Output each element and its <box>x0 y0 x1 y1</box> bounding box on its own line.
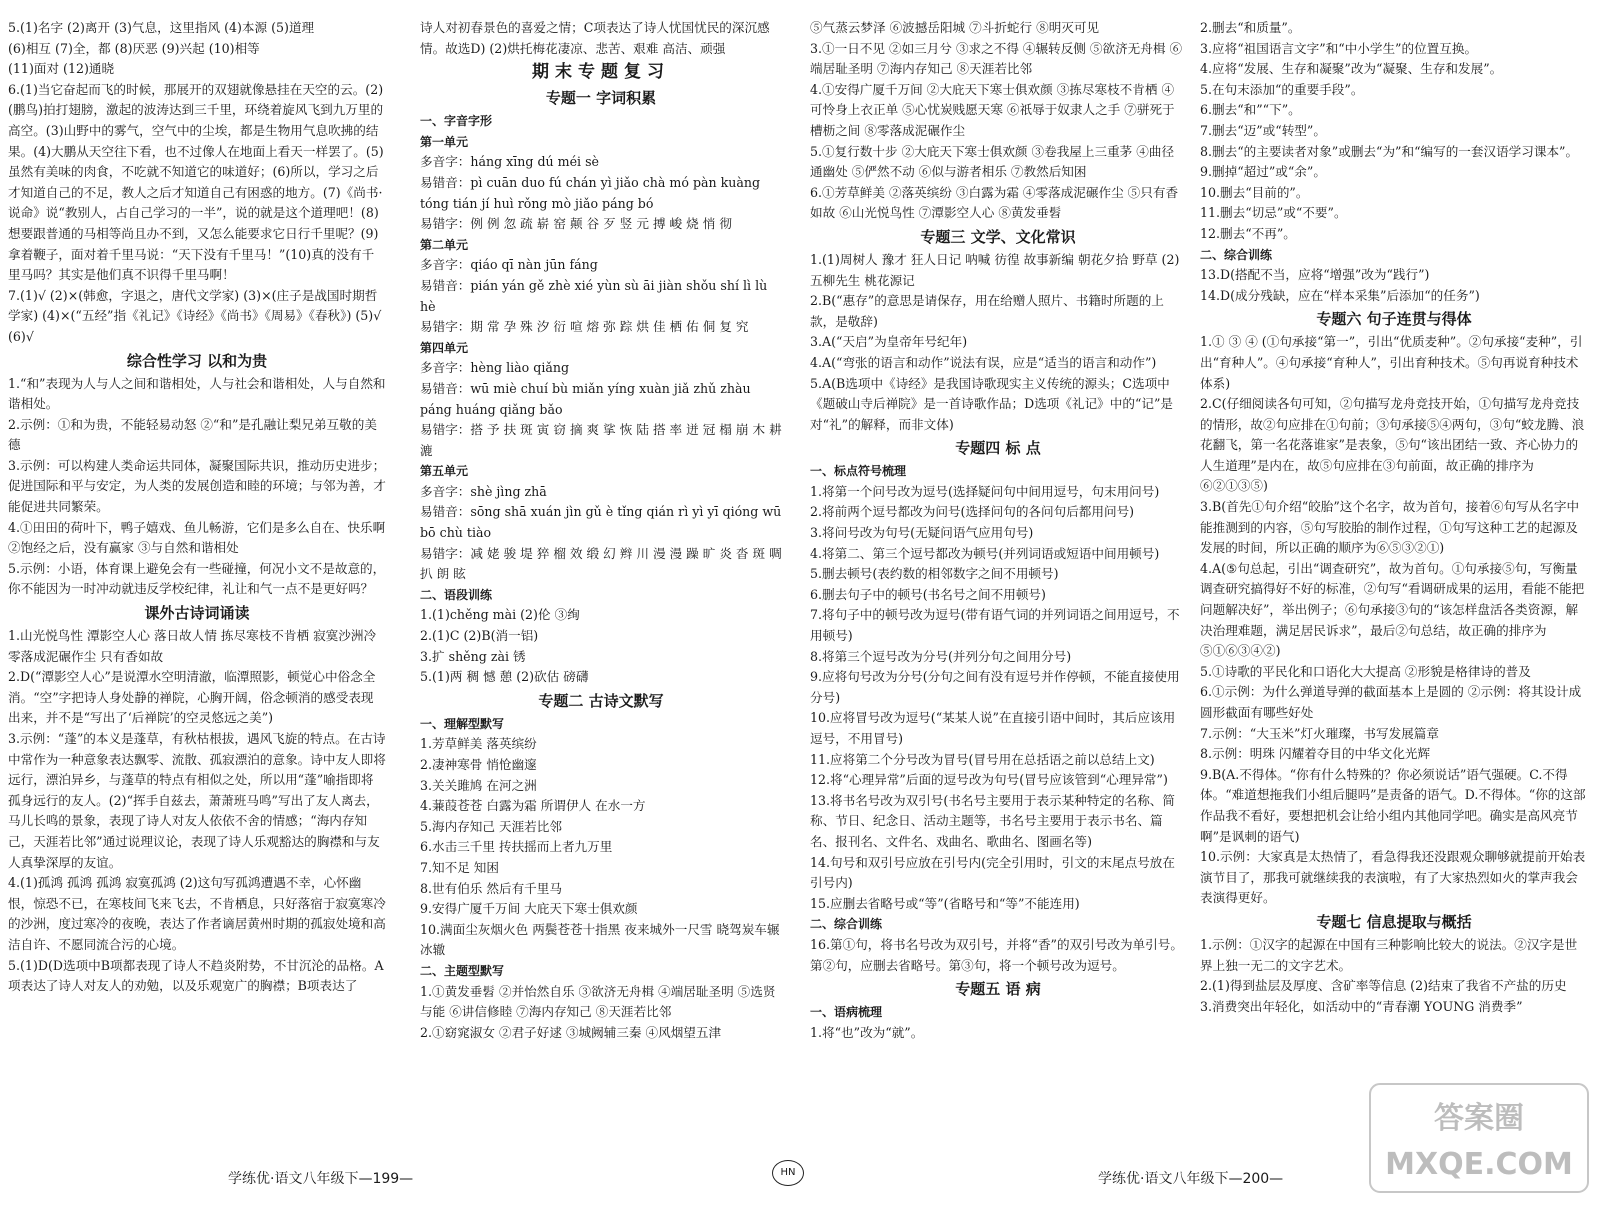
answer-item: 7.删去“迈”或“转型”。 <box>1200 122 1326 138</box>
sub-heading: 一、标点符号梳理 <box>810 464 907 479</box>
page-footer-right: 学练优·语文八年级下—200— <box>1098 1171 1284 1187</box>
answer-item: 3.扩 shěng zài 锈 <box>420 648 526 664</box>
sub-heading: 第四单元 <box>420 340 469 355</box>
answer-column-3 <box>810 18 1186 1043</box>
answer-item: ⑤气蒸云梦泽 ⑥波撼岳阳城 ⑦斗折蛇行 ⑧明灭可见 <box>810 20 1100 35</box>
answer-item: 1.芳草鲜美 落英缤纷 <box>420 736 537 752</box>
sub-heading: 一、理解型默写 <box>420 716 505 731</box>
answer-item: 10.示例：大家真是太热情了，看急得我还没跟观众聊够就提前开始表演节目了，那我可就继续我的表演啦，有了大家热烈如火的掌声我会表演得更好。 <box>1200 849 1586 906</box>
answer-item: 4.①田田的荷叶下，鸭子嬉戏、鱼儿畅游，它们是多么自在、快乐啊 ②饱经之后，没有赢家 ③与自然和谐相处 <box>8 519 386 556</box>
answer-item: 易错音：wū miè chuí bù miǎn yíng xuàn jiǎ zhǔ zhàu páng huáng qiǎng bǎo <box>420 380 751 417</box>
answer-item: 9.应将句号改为分号(分句之间有没有逗号并作停顿，不能直接使用分号) <box>810 669 1180 705</box>
answer-item: 12.将“心理异常”后面的逗号改为句号(冒号应该管到“心理异常”) <box>810 772 1168 788</box>
answer-item: 14.D(成分残缺，应在“样本采集”后添加“的任务”) <box>1200 287 1480 303</box>
answer-item: 7.示例：“大玉米”灯火璀璨，书写发展篇章 <box>1200 725 1439 741</box>
answer-item: 多音字：shè jìng zhā <box>420 483 547 499</box>
answer-item: 1.示例：①汉字的起源在中国有三种影响比较大的说法。②汉字是世界上独一无二的文字艺术。 <box>1200 936 1578 973</box>
answer-item: 2.示例：①和为贵，不能轻易动怒 ②“和”是孔融让梨兄弟互敬的美德 <box>8 416 377 453</box>
answer-item: 5.(1)名字 (2)离开 (3)气息，这里指风 (4)本源 (5)道理 <box>8 20 315 35</box>
answer-item: 5.(1)D(D选项中B项都表现了诗人不趋炎附势，不甘沉沦的品格。A项表达了诗人对友人的劝勉，以及乐观宽广的胸襟；B项表达了 <box>8 957 384 994</box>
answer-item: 2.①窈窕淑女 ②君子好逑 ③城阙辅三秦 ④风烟望五津 <box>420 1024 722 1040</box>
answer-item: 1.将第一个问号改为逗号(选择疑问句中间用逗号，句末用问号) <box>810 483 1160 499</box>
answer-item: 2.(1)C (2)B(消一铝) <box>420 628 539 644</box>
answer-item: 5.①复行数十步 ②大庇天下寒士俱欢颜 ③卷我屋上三重茅 ④曲径通幽处 ⑤俨然不动 ⑥似与游者相乐 ⑦教然后知困 <box>810 143 1175 180</box>
answer-item: 4.A(⑤句总起，引出“调查研究”，故为首句。①句承接⑤句，写衡量调查研究搞得好不好的标准，②句写“看调研成果的运用，看能不能把问题解决好”，举出例子；⑥句承接③句的“该怎样盘活各类资源，解决治理难题，满足居民诉求”，最后②句总结，故正确的排序为⑤①⑥③④②) <box>1200 560 1585 659</box>
answer-item: 5.A(B选项中《诗经》是我国诗歌现实主义传统的源头；C选项中《题破山寺后禅院》是一首诗歌作品；D选项《礼记》中的“记”是对“礼”的解释，而非文体) <box>810 375 1174 432</box>
sub-heading: 一、语病梳理 <box>810 1005 883 1020</box>
answer-item: 4.A(“弯张的语言和动作”说法有误，应是“适当的语言和动作”) <box>810 354 1157 370</box>
section-heading: 专题一 字词积累 <box>545 89 657 108</box>
main-heading: 期末专题复习 <box>532 62 670 83</box>
answer-item: 12.删去“不再”。 <box>1200 225 1296 241</box>
section-heading: 课外古诗词诵读 <box>144 604 250 623</box>
answer-item: 3.将问号改为句号(无疑问语气应用句号) <box>810 525 1034 541</box>
answer-item: 2.将前两个逗号都改为问号(选择问句的各问句后都用问号) <box>810 504 1135 520</box>
answer-item: 6.①示例：为什么弹道导弹的截面基本上是圆的 ②示例：将其设计成圆形截面有哪些好处 <box>1200 684 1582 720</box>
answer-item: 6.(1)当它奋起而飞的时候，那展开的双翅就像悬挂在天空的云。(2)(鹏鸟)拍打翅膀，激起的波涛达到三千里，环绕着旋风飞到九万里的高空。(3)山野中的雾气，空气中的尘埃，都是生物用气息吹拂的结果。(4)大鹏从天空往下看，也不过像人在地面上看天一样罢了。(5)虽然有美味的肉食，不吃就不知道它的味道好；(6)所以，学习之后才知道自己的不足，教人之后才知道自己有困惑的地方。(7)《尚书·说命》说“教别人，占自己学习的一半”，说的就是这个道理吧！(8)想要跟普通的马相等尚且办不到，又怎么能要求它日行千里呢？(9)拿着鞭子，面对着千里马说：“天下没有千里马！”(10)真的没有千里马吗？其实是他们真不识得千里马啊！ <box>8 81 384 283</box>
answer-item: (11)面对 (12)通晓 <box>8 61 115 77</box>
answer-item: 15.应删去省略号或“等”(省略号和“等”不能连用) <box>810 895 1080 911</box>
answer-item: 6.①芳草鲜美 ②落英缤纷 ③白露为霜 ④零落成泥碾作尘 ⑤只有香如故 ⑥山光悦鸟性 ⑦潭影空人心 ⑧黄发垂髫 <box>810 184 1179 221</box>
sub-heading: 二、综合训练 <box>1200 247 1273 262</box>
answer-item: 1.山光悦鸟性 潭影空人心 落日故人情 拣尽寒枝不肯栖 寂寞沙洲冷 零落成泥碾作尘 只有香如故 <box>8 628 377 664</box>
answer-item: 8.删去“的主要读者对象”或删去“为”和“编写的一套汉语学习课本”。 <box>1200 143 1579 159</box>
answer-item: 11.删去“切忌”或“不要”。 <box>1200 205 1347 221</box>
publisher-logo: HN <box>772 1160 804 1186</box>
answer-item: (6)相互 (7)全，都 (8)厌恶 (9)兴起 (10)相等 <box>8 40 260 56</box>
answer-item: 3.示例：“蓬”的本义是蓬草，有秋枯根拔，遇风飞旋的特点。在古诗中常作为一种意象表达飘零、流散、孤寂漂泊的意象。诗中友人即将远行，漂泊异乡，与蓬草的特点有相似之处，所以用“蓬”喻指即将孤身远行的友人。(2)“挥手自兹去，萧萧班马鸣”写出了友人离去，马儿长鸣的景象，表现了诗人对友人依依不舍的情感；“海内存知己，天涯若比邻”通过说理议论，表现了诗人乐观豁达的胸襟和与友人真挚深厚的友谊。 <box>8 731 386 870</box>
answer-item: 6.水击三千里 抟扶摇而上者九万里 <box>420 839 613 855</box>
answer-item: 8.将第三个逗号改为分号(并列分句之间用分号) <box>810 648 1072 664</box>
answer-item: 4.应将“发展、生存和凝聚”改为“凝聚、生存和发展”。 <box>1200 61 1503 77</box>
sub-heading: 二、主题型默写 <box>420 963 505 978</box>
section-heading: 专题三 文学、文化常识 <box>920 227 1076 246</box>
answer-column-1 <box>8 18 386 997</box>
answer-item: 10.应将冒号改为逗号(“某某人说”在直接引语中间时，其后应该用逗号，不用冒号) <box>810 710 1176 746</box>
section-heading: 专题六 句子连贯与得体 <box>1316 310 1472 329</box>
answer-item: 2.C(仔细阅读各句可知，②句描写龙舟竞技开始，①句描写龙舟竞技的情形，故②句应排在①句前；③句承接⑤④两句，③句“蛟龙腾、浪花翻飞，第一名花落谁家”是表象，⑤句“该出团结一致、齐心协力的人生道理”是内在，故⑤句应排在③句前面，故正确的排序为⑥②①③⑤) <box>1200 396 1585 494</box>
answer-item: 易错字：搭 予 扶 斑 寅 窃 摘 爽 挲 恢 陆 搭 率 迸 冠 榻 崩 木 耕 漉 <box>420 422 782 458</box>
answer-item: 1.(1)chěng mài (2)伦 ③绚 <box>420 607 580 623</box>
sub-heading: 第一单元 <box>420 134 469 149</box>
section-heading: 专题四 标 点 <box>955 439 1041 458</box>
answer-item: 7.知不足 知困 <box>420 859 499 875</box>
section-heading: 专题七 信息提取与概括 <box>1316 912 1472 931</box>
answer-item: 6.删去“和”“下”。 <box>1200 102 1301 118</box>
answer-item: 9.B(A.不得体。“你有什么特殊的？你必须说话”语气强硬。C.不得体。“难道想拖我们小组后腿吗”是责备的语气。D.不得体。“你的这部作品我不看好，要想把机会让给小组内其他同学吧。确实是高风亮节啊”是讽刺的语气) <box>1200 766 1586 844</box>
answer-item: 2.(1)得到盐层及厚度、含矿率等信息 (2)结束了我省不产盐的历史 <box>1200 978 1567 994</box>
answer-item: 易错音：pián yán gě zhè xié yùn sù āi jiàn shǒu shí lì lù hè <box>420 277 768 314</box>
page-footer-left: 学练优·语文八年级下—199— <box>228 1171 414 1187</box>
answer-item: 10.满面尘灰烟火色 两鬓苍苍十指黑 夜来城外一尺雪 晓驾炭车辗冰辙 <box>420 921 780 958</box>
answer-item: 1.(1)周树人 豫才 狂人日记 呐喊 彷徨 故事新编 朝花夕拾 野草 (2)五柳先生 桃花源记 <box>810 251 1180 288</box>
sub-heading: 第五单元 <box>420 464 469 479</box>
answer-item: 11.应将第二个分号改为冒号(冒号用在总括语之前以总结上文) <box>810 751 1155 767</box>
answer-item: 4.蒹葭苍苍 白露为霜 所谓伊人 在水一方 <box>420 798 646 814</box>
answer-item: 5.①诗歌的平民化和口语化大大提高 ②形貌是格律诗的普及 <box>1200 663 1531 679</box>
answer-item: 1.将“也”改为“就”。 <box>810 1024 924 1040</box>
answer-item: 5.在句末添加“的重要手段”。 <box>1200 81 1364 97</box>
answer-item: 3.消费突出年轻化，如活动中的“青春潮 YOUNG 消费季” <box>1200 998 1523 1014</box>
answer-item: 4.①安得广厦千万间 ②大庇天下寒士俱欢颜 ③拣尽寒枝不肯栖 ④可怜身上衣正单 ⑤心忧炭贱愿天寒 ⑥祇辱于奴隶人之手 ⑦骈死于槽枥之间 ⑧零落成泥碾作尘 <box>810 81 1175 138</box>
answer-item: 3.应将“祖国语言文字”和“中小学生”的位置互换。 <box>1200 40 1478 56</box>
answer-item: 易错字：例 例 忽 疏 崭 窑 颠 谷 歹 竖 元 搏 峻 烧 悄 彻 <box>420 216 732 232</box>
answer-column-4 <box>1200 18 1588 1017</box>
sub-heading: 二、语段训练 <box>420 587 493 602</box>
answer-item: 易错字：期 常 孕 殊 汐 衍 喧 熔 弥 踪 烘 佳 栖 佑 侗 复 究 <box>420 319 749 335</box>
answer-item: 1.①黄发垂髫 ②并怡然自乐 ③欲济无舟楫 ④端居耻圣明 ⑤选贤与能 ⑥讲信修睦 ⑦海内存知己 ⑧天涯若比邻 <box>420 983 776 1020</box>
answer-item: 3.关关雎鸠 在河之洲 <box>420 777 537 793</box>
section-heading: 专题二 古诗文默写 <box>538 691 664 710</box>
answer-column-2 <box>420 18 782 1043</box>
answer-item: 8.世有伯乐 然后有千里马 <box>420 880 562 896</box>
watermark-line-1: 答案圈 <box>1434 1101 1524 1136</box>
answer-item: 6.删去句子中的顿号(书名号之间不用顿号) <box>810 586 1046 602</box>
answer-item: 多音字：qiáo qī nàn jūn fáng <box>420 257 598 273</box>
answer-item: 3.A(“天启”为皇帝年号纪年) <box>810 334 968 350</box>
answer-item: 3.①一日不见 ②如三月兮 ③求之不得 ④辗转反侧 ⑤欲济无舟楫 ⑥端居耻圣明 ⑦海内存知己 ⑧天涯若比邻 <box>810 40 1183 77</box>
answer-item: 易错音：sōng shā xuán jìn gǔ è tǐng qián rì yì yī qióng wū bō chù tiào <box>420 504 782 541</box>
answer-item: 3.示例：可以构建人类命运共同体，凝聚国际共识，推动历史进步；促进国际和平与安定，为人类的发展创造和睦的环境；与邻为善，才能促进共同繁荣。 <box>8 457 386 515</box>
answer-item: 5.(1)两 稠 憾 憩 (2)砍估 磅礴 <box>420 669 589 685</box>
answer-item: 2.B(“惠存”的意思是请保存，用在给赠人照片、书籍时所题的上款，是敬辞) <box>810 293 1164 329</box>
answer-item: 16.第①句，将书名号改为双引号，并将“香”的双引号改为单引号。第②句，应删去省略号。第③句，将一个顿号改为逗号。 <box>810 936 1183 973</box>
section-heading: 专题五 语 病 <box>955 980 1041 999</box>
answer-item: 13.将书名号改为双引号(书名号主要用于表示某种特定的名称、简称、节日、纪念日、活动主题等，书名号主要用于表示书名、篇名、报刊名、文件名、戏曲名、歌曲名、图画名等) <box>810 792 1175 849</box>
answer-item: 2.删去“和质量”。 <box>1200 20 1301 35</box>
answer-item: 13.D(搭配不当，应将“增强”改为“践行”) <box>1200 267 1430 283</box>
answer-item: 5.示例：小语，体育课上避免会有一些碰撞，何况小文不是故意的，你不能因为一时冲动就违反学校纪律，礼让和气一点不是更好吗？ <box>8 560 386 597</box>
answer-item: 3.B(首先①句介绍“皎胎”这个名字，故为首句，接着⑥句写从名字中能推测到的内容，⑤句写胶胎的制作过程，①句写这种工艺的起源及发展的时间，所以正确的顺序为⑥⑤③②①) <box>1200 499 1580 556</box>
answer-item: 10.删去“目前的”。 <box>1200 184 1309 200</box>
answer-item: 5.海内存知己 天涯若比邻 <box>420 818 562 834</box>
answer-item: 7.将句子中的顿号改为逗号(带有语气词的并列词语之间用逗号，不用顿号) <box>810 607 1180 644</box>
sub-heading: 第二单元 <box>420 237 469 252</box>
answer-item: 8.示例：明珠 闪耀着夺目的中华文化光辉 <box>1200 746 1431 762</box>
answer-item: 多音字：hèng liào qiǎng <box>420 360 570 376</box>
answer-item: 诗人对初春景色的喜爱之情；C项表达了诗人忧国忧民的深沉感情。故选D) (2)烘托梅花凄凉、悲苦、艰难 高洁、顽强 <box>420 20 770 56</box>
watermark <box>1368 1082 1590 1194</box>
answer-item: 易错音：pì cuān duo fú chán yì jiǎo chà mó pàn kuàng tóng tián jí huì rǒng mò jiǎo páng bó <box>420 174 761 211</box>
answer-item: 4.(1)孤鸿 孤鸿 孤鸿 寂寞孤鸿 (2)这句写孤鸿遭遇不幸，心怀幽恨，惊恐不已，在寒枝间飞来飞去，不肯栖息，只好落宿于寂寞寒冷的沙洲，度过寒冷的夜晚，表达了作者谪居黄州时期的孤寂处境和高洁自许、不愿同流合污的心境。 <box>8 875 386 952</box>
answer-item: 多音字：háng xīng dú méi sè <box>420 154 599 170</box>
answer-item: 1.① ③ ④ (①句承接“第一”，引出“优质麦种”。②句承接“麦种”，引出“育种人”。④句承接“育种人”，引出育种技术。⑤句再说育种技术体系) <box>1200 334 1583 391</box>
answer-item: 2.D(“潭影空人心”是说潭水空明清澈，临潭照影，顿觉心中俗念全消。“空”字把诗人身处静的禅院，心胸开阔，俗念顿消的感受表现出来，并不是“写出了‘后禅院’的空灵悠远之美”) <box>8 669 376 726</box>
answer-item: 1.“和”表现为人与人之间和谐相处，人与社会和谐相处，人与自然和谐相处。 <box>8 375 386 412</box>
sub-heading: 二、综合训练 <box>810 917 883 932</box>
answer-item: 5.删去顿号(表约数的相邻数字之间不用顿号) <box>810 566 1059 582</box>
answer-item: 7.(1)√ (2)×(韩愈，字退之，唐代文学家) (3)×(庄子是战国时期哲学家) (4)×(“五经”指《礼记》《诗经》《尚书》《周易》《春秋》) (5)√ (6)√ <box>8 287 382 344</box>
answer-item: 4.将第二、第三个逗号都改为顿号(并列词语或短语中间用顿号) <box>810 545 1160 561</box>
answer-item: 14.句号和双引号应放在引号内(完全引用时，引文的末尾点号放在引号内) <box>810 854 1175 891</box>
answer-item: 易错字：减 姥 骏 堤 猝 榴 效 缎 幻 辫 川 漫 漫 躁 旷 炎 沓 斑 啁 扒 朗 眩 <box>420 545 782 582</box>
answer-item: 9.安得广厦千万间 大庇天下寒士俱欢颜 <box>420 901 638 917</box>
sub-heading: 一、字音字形 <box>420 114 493 129</box>
answer-item: 2.凄神寒骨 悄怆幽邃 <box>420 757 537 772</box>
section-heading: 综合性学习 以和为贵 <box>126 351 268 370</box>
answer-item: 9.删掉“超过”或“余”。 <box>1200 164 1326 180</box>
watermark-line-2: MXQE.COM <box>1385 1147 1573 1182</box>
